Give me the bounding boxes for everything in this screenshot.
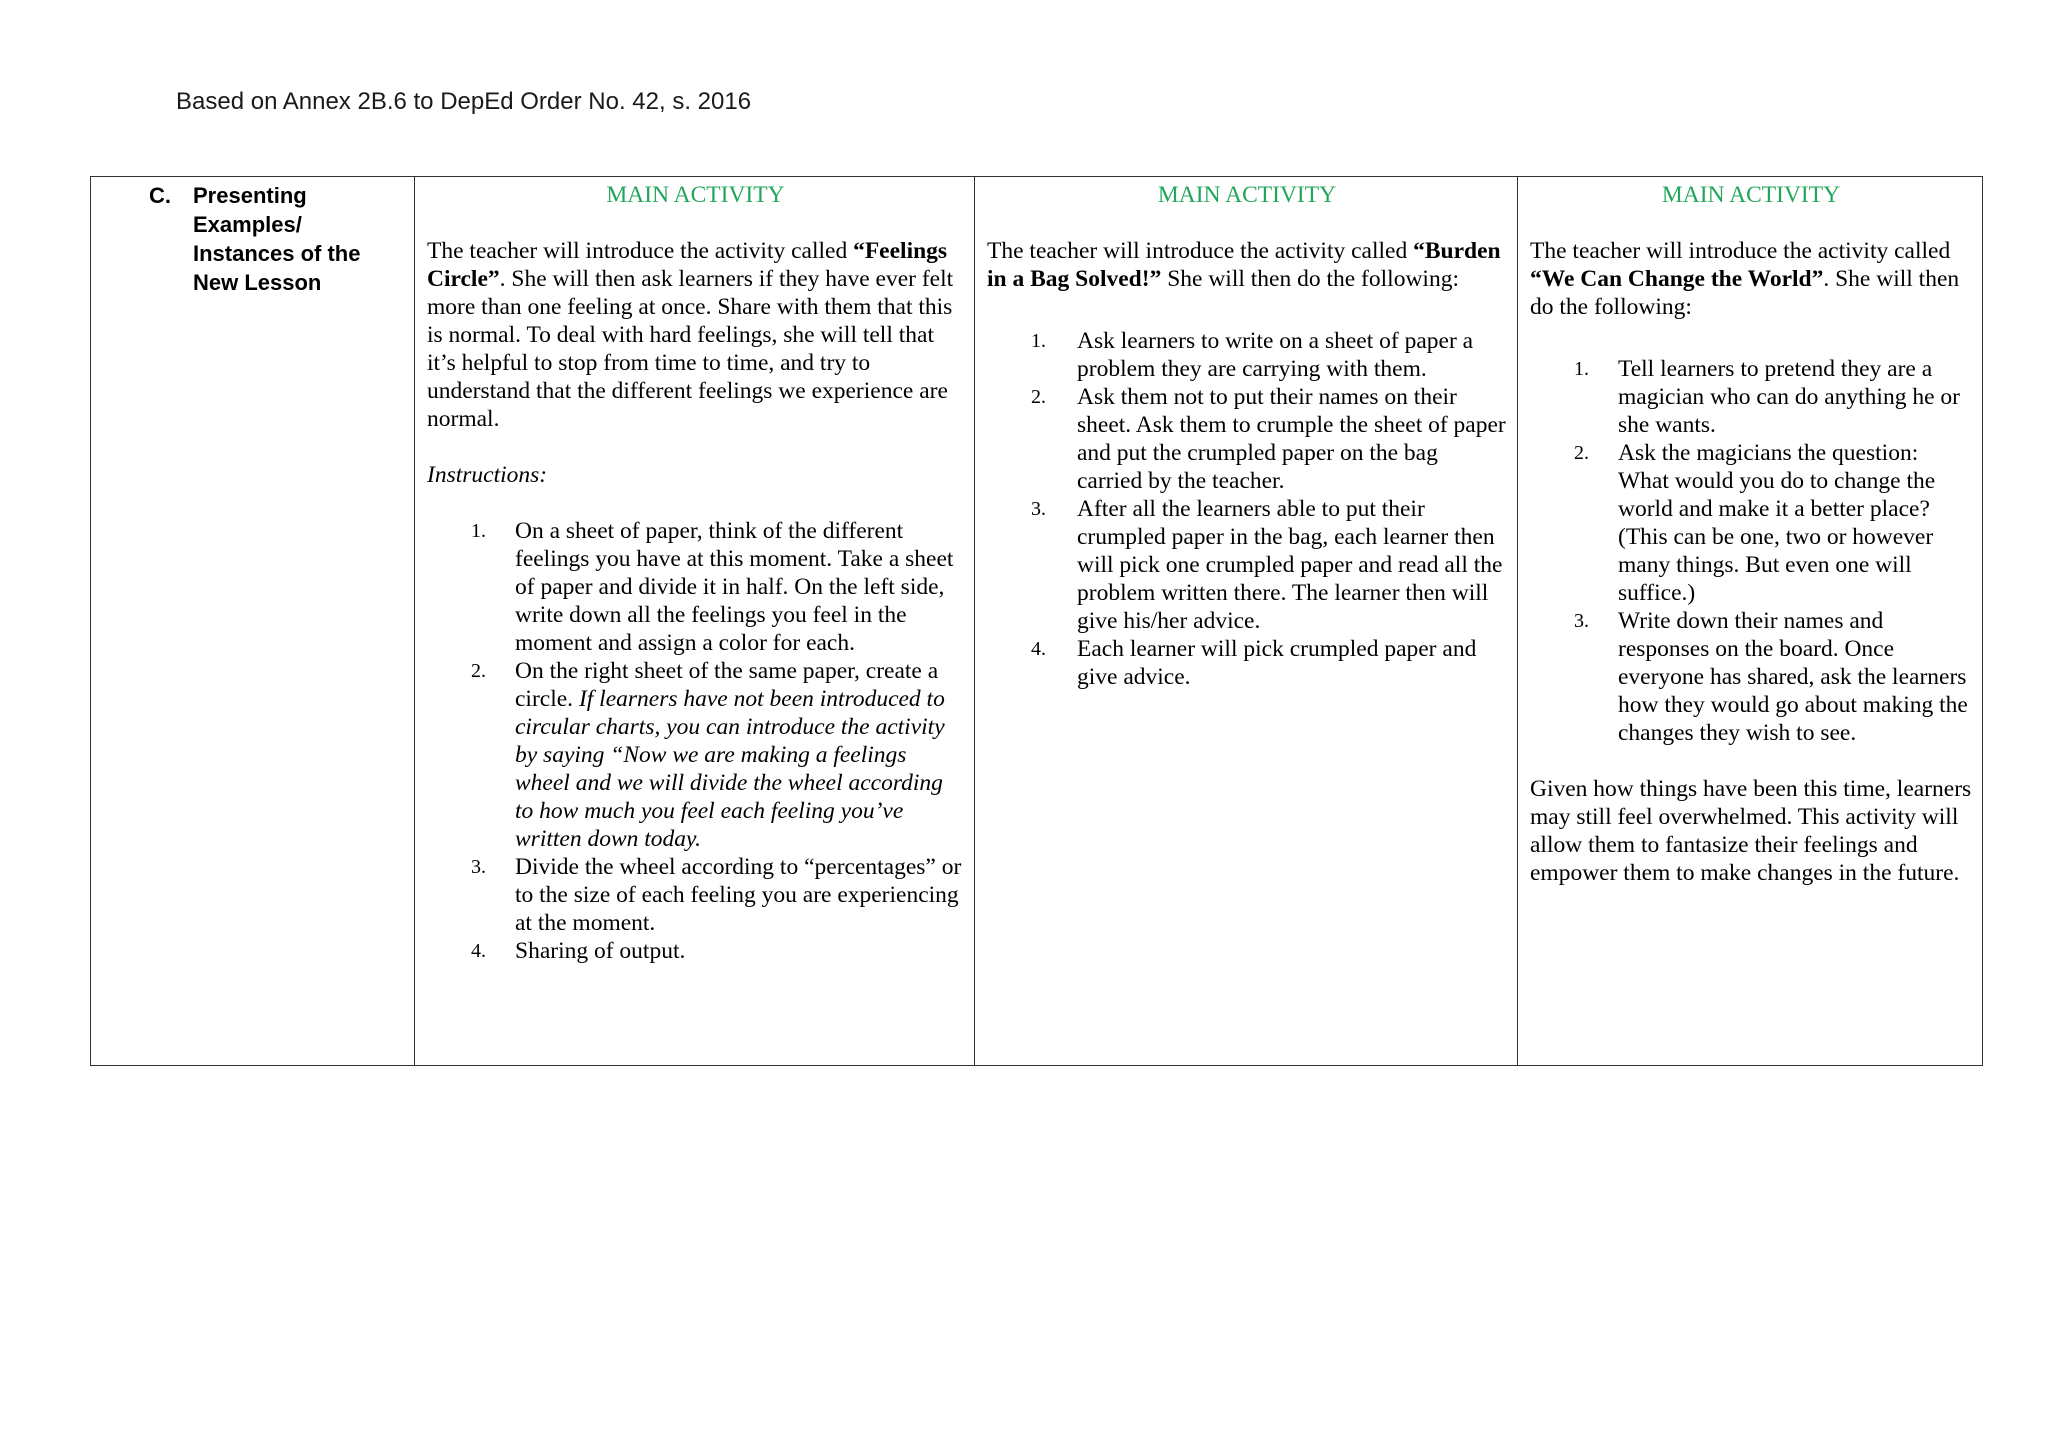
intro-text: The teacher will introduce the activity called	[427, 238, 854, 264]
activity-name: “We Can Change the World”	[1530, 266, 1824, 292]
list-number: 3.	[1031, 498, 1046, 520]
activity-name: “Feelings Circle”	[427, 238, 948, 292]
table-row	[91, 177, 1983, 1066]
list-number: 2.	[1031, 386, 1046, 408]
list-number: 1.	[471, 520, 486, 542]
intro-text: The teacher will introduce the activity called	[987, 238, 1414, 264]
row-label-cell	[91, 177, 415, 1066]
intro-text: The teacher will introduce the activity called	[1530, 238, 1951, 264]
activity-cell-feelings-circle	[415, 177, 975, 1066]
activity-intro	[987, 237, 1507, 293]
intro-text: . She will then ask learners if they have ever felt more than one feeling at once. Share with them that this is normal. To deal with hard feelings, she will tell that it’s helpful to stop from time to time, and try to understand that the different feelings we experience are normal.	[427, 266, 954, 432]
row-letter: C.	[149, 183, 171, 208]
activity-heading: MAIN ACTIVITY	[606, 182, 785, 208]
activity-intro	[427, 237, 964, 433]
list-number: 1.	[1031, 330, 1046, 352]
activity-closing: Given how things have been this time, learners may still feel overwhelmed. This activity will allow them to fantasize their feelings and empower them to make changes in the future.	[1530, 776, 1972, 886]
list-text: Ask the magicians the question: What would you do to change the world and make it a better place? (This can be one, two or however many things. But even one will suffice.)	[1618, 440, 1936, 606]
list-text: Each learner will pick crumpled paper and give advice.	[1077, 636, 1477, 690]
list-number: 4.	[1031, 638, 1046, 660]
activity-intro	[1530, 237, 1972, 321]
list-text: Sharing of output.	[515, 938, 686, 964]
list-item	[1530, 355, 1972, 439]
step-italic-text: If learners have not been introduced to circular charts, you can introduce the activity by saying “Now we are making a feelings wheel and we will divide the wheel according to how much you feel each feeling you’ve written down today.	[515, 686, 945, 852]
list-number: 3.	[471, 856, 486, 878]
row-label: Presenting Examples/ Instances of the New Lesson	[193, 183, 361, 295]
instructions-label: Instructions:	[427, 462, 548, 488]
list-item	[427, 937, 964, 965]
steps-list	[987, 327, 1507, 691]
intro-text: She will then do the following:	[1161, 266, 1459, 292]
list-text: After all the learners able to put their crumpled paper in the bag, each learner then will pick one crumpled paper and read all the problem written there. The learner then will give his/her advice.	[1077, 496, 1503, 634]
list-item	[427, 517, 964, 657]
list-item	[987, 383, 1507, 495]
list-text	[515, 657, 964, 853]
list-item	[987, 327, 1507, 383]
document-header-note: Based on Annex 2B.6 to DepEd Order No. 42, s. 2016	[176, 88, 752, 115]
step-text: On the right sheet of the same paper, create a circle.	[515, 658, 939, 712]
list-number: 2.	[471, 660, 486, 682]
activity-cell-we-can-change-the-world	[1518, 177, 1983, 1066]
steps-list	[1530, 355, 1972, 747]
intro-text: . She will then do the following:	[1530, 266, 1960, 320]
list-number: 3.	[1574, 610, 1589, 632]
list-item	[987, 635, 1507, 691]
list-text: Ask learners to write on a sheet of paper a problem they are carrying with them.	[1077, 328, 1474, 382]
activity-name: “Burden in a Bag Solved!”	[987, 238, 1501, 292]
list-number: 1.	[1574, 358, 1589, 380]
list-number: 2.	[1574, 442, 1589, 464]
activity-heading: MAIN ACTIVITY	[1661, 182, 1841, 208]
lesson-plan-table	[90, 176, 1983, 1066]
activity-heading: MAIN ACTIVITY	[1157, 182, 1337, 208]
list-text: Write down their names and responses on the board. Once everyone has shared, ask the learners how they would go about making the changes they wish to see.	[1618, 608, 1968, 746]
list-text: Divide the wheel according to “percentages” or to the size of each feeling you are experiencing at the moment.	[515, 854, 962, 936]
list-text: Tell learners to pretend they are a magician who can do anything he or she wants.	[1618, 356, 1960, 438]
list-text: On a sheet of paper, think of the different feelings you have at this moment. Take a sheet of paper and divide it in half. On the left side, write down all the feelings you feel in the moment and assign a color for each.	[515, 518, 954, 656]
list-item	[1530, 607, 1972, 747]
activity-cell-burden-in-a-bag	[975, 177, 1518, 1066]
list-text: Ask them not to put their names on their sheet. Ask them to crumple the sheet of paper and put the crumpled paper on the bag carried by the teacher.	[1077, 384, 1506, 494]
list-item	[427, 853, 964, 937]
instructions-list	[427, 517, 964, 965]
list-item	[427, 657, 964, 853]
list-item	[1530, 439, 1972, 607]
list-item	[987, 495, 1507, 635]
list-number: 4.	[471, 940, 486, 962]
